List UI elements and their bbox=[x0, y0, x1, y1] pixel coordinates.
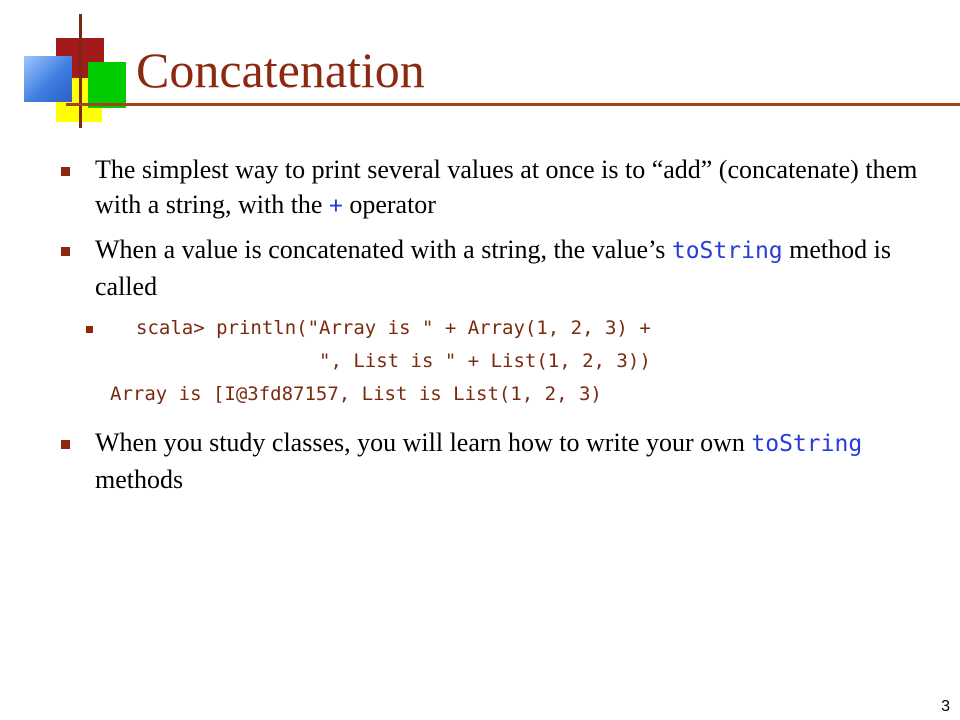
slide-number: 3 bbox=[941, 698, 950, 715]
code-line-1: scala> println("Array is " + Array(1, 2, 3) + bbox=[136, 317, 651, 339]
inline-code: toString bbox=[751, 431, 863, 457]
logo-green-square bbox=[88, 62, 126, 108]
code-output: Array is [I@3fd87157, List is List(1, 2, 3) bbox=[110, 383, 602, 405]
bullet-text: When you study classes, you will learn how to write your own bbox=[95, 428, 752, 457]
bullet-study-classes bbox=[60, 425, 930, 497]
slide-content bbox=[60, 152, 930, 505]
logo-blue-square bbox=[24, 56, 72, 102]
code-example bbox=[110, 312, 930, 411]
bullet-text: methods bbox=[95, 465, 184, 494]
slide-logo bbox=[0, 0, 140, 130]
bullet-tostring-called bbox=[60, 232, 930, 304]
bullet-text: The simplest way to print several values at once is to “add” (concatenate) them with a string, with the bbox=[95, 155, 918, 219]
code-line-2: ", List is " + List(1, 2, 3)) bbox=[136, 350, 651, 372]
logo-vertical-line bbox=[79, 14, 82, 128]
bullet-text: When a value is concatenated with a string, the value’s bbox=[95, 235, 672, 264]
bullet-text: method is called bbox=[95, 235, 891, 301]
bullet-concatenate bbox=[60, 152, 930, 224]
inline-code: + bbox=[328, 193, 343, 219]
title-underline bbox=[66, 103, 960, 106]
inline-code: toString bbox=[671, 238, 783, 264]
bullet-text: operator bbox=[342, 190, 436, 219]
slide-title: Concatenation bbox=[136, 42, 425, 98]
